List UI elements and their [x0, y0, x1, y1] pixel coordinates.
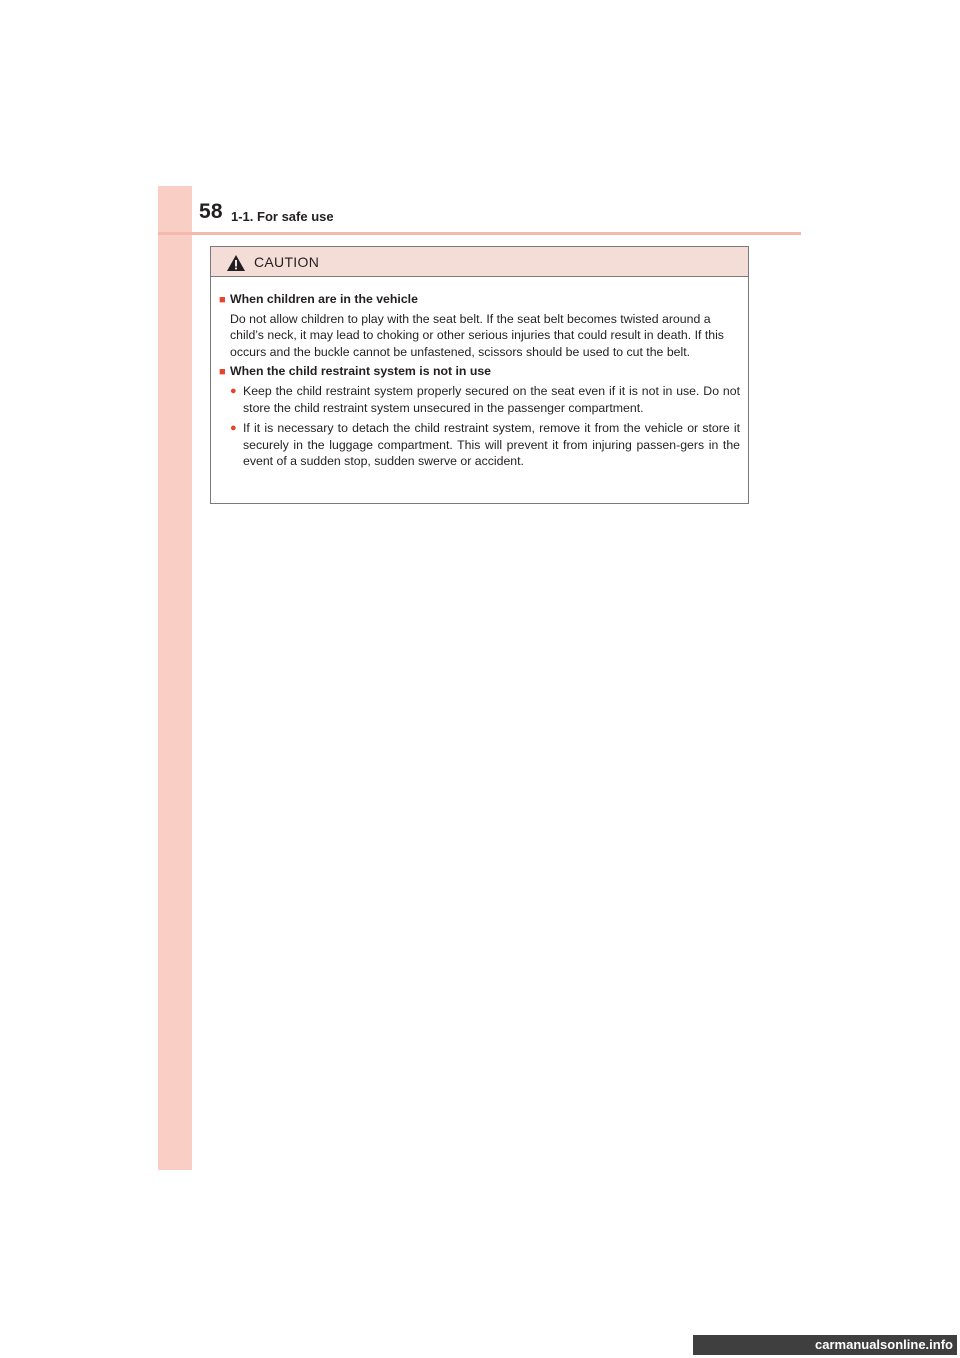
- caution-header: [211, 247, 748, 277]
- bullet-list: [230, 383, 740, 470]
- page-number: 58: [199, 200, 223, 223]
- item-heading-text: When the child restraint system is not in use: [230, 364, 492, 379]
- caution-label: CAUTION: [254, 254, 320, 270]
- item-heading: [219, 291, 740, 309]
- bullet-text: If it is necessary to detach the child restraint system, remove it from the vehicle or store it securely in the luggage compartment. This will prevent it from injuring passen-gers in the event of a sudden stop, sudden swerve or accident.: [243, 421, 740, 469]
- watermark-banner[interactable]: carmanualsonline.info: [693, 1335, 957, 1355]
- side-margin-band: [158, 186, 192, 1170]
- bullet-item: [230, 383, 740, 416]
- caution-item: [219, 363, 740, 470]
- item-heading: [219, 363, 740, 381]
- item-heading-text: When children are in the vehicle: [230, 292, 418, 306]
- bullet-text: Keep the child restraint system properly secured on the seat even if it is not in use. Do not store the child restraint system unsecured in the passenger compartment.: [243, 383, 740, 415]
- bullet-item: [230, 420, 740, 470]
- square-bullet-icon: ■: [219, 366, 226, 379]
- item-paragraph: Do not allow children to play with the seat belt. If the seat belt becomes twisted around a child’s neck, it may lead to choking or other serious injuries that could result in death. If this occurs and the buckle cannot be unfastened, scissors should be used to cut the belt.: [230, 311, 724, 359]
- warning-triangle-icon: [226, 254, 246, 272]
- section-title: 1-1. For safe use: [231, 209, 334, 224]
- square-bullet-icon: ■: [219, 294, 226, 306]
- circle-bullet-icon: ●: [230, 422, 237, 435]
- circle-bullet-icon: ●: [230, 384, 237, 397]
- caution-item: [219, 291, 740, 360]
- header-rule: [158, 232, 801, 235]
- caution-body: [211, 277, 748, 470]
- caution-box: [210, 246, 749, 504]
